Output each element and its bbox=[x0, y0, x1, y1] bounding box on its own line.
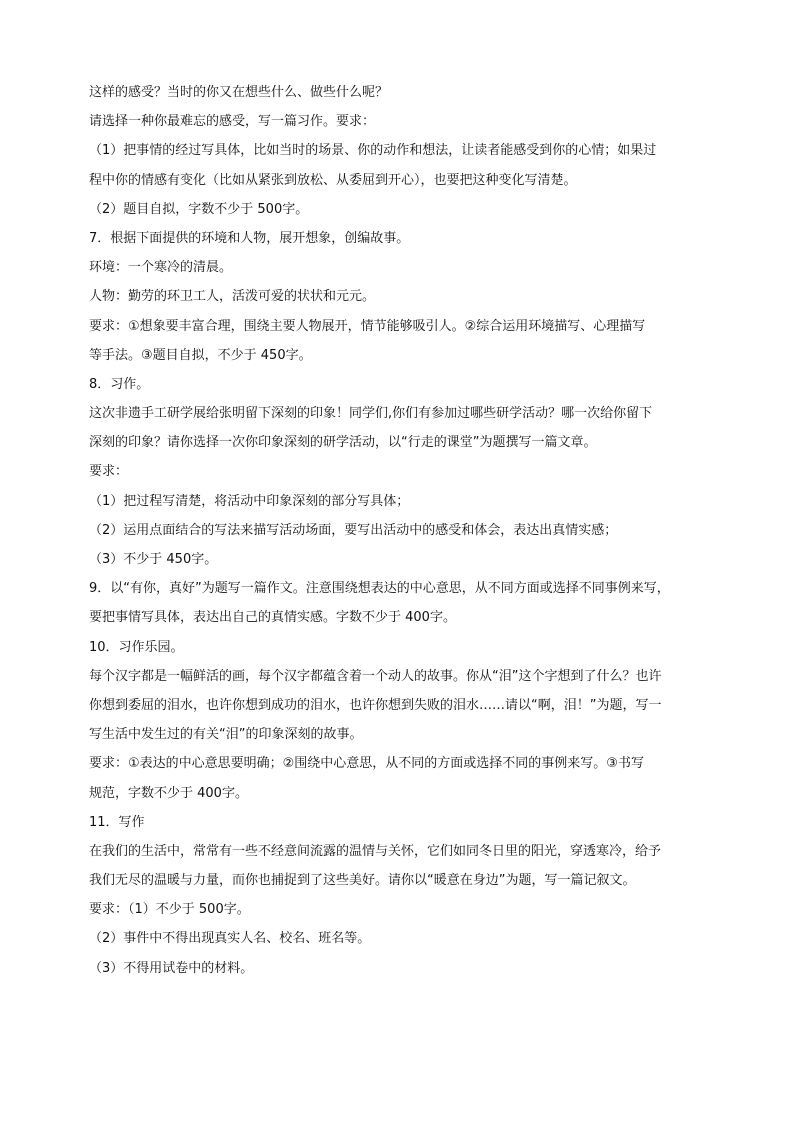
text-line: 请选择一种你最难忘的感受，写一篇习作。要求： bbox=[89, 114, 376, 130]
text-line: 环境：一个寒冷的清晨。 bbox=[89, 260, 233, 276]
question-11-heading: 11．写作 bbox=[89, 814, 145, 830]
text-line: 人物：勤劳的环卫工人，活泼可爱的状状和元元。 bbox=[89, 289, 376, 305]
text-line: （2）事件中不得出现真实人名、校名、班名等。 bbox=[89, 931, 371, 947]
question-7-heading: 7．根据下面提供的环境和人物，展开想象，创编故事。 bbox=[89, 230, 410, 246]
text-line: 要求：①表达的中心意思要明确；②围绕中心意思，从不同的方面或选择不同的事例来写。③书写 bbox=[89, 756, 644, 772]
text-line: 写生活中发生过的有关“泪”的印象深刻的故事。 bbox=[89, 727, 363, 743]
text-line: （3）不少于 450字。 bbox=[89, 552, 218, 567]
text-line: 深刻的印象？请你选择一次你印象深刻的研学活动，以“行走的课堂”为题撰写一篇文章。 bbox=[89, 435, 597, 451]
text-line: （1）把过程写清楚，将活动中印象深刻的部分写具体； bbox=[89, 493, 410, 509]
question-8-heading: 8．习作。 bbox=[89, 376, 150, 392]
text-line: 规范，字数不少于 400字。 bbox=[89, 785, 248, 801]
text-line: 这样的感受？当时的你又在想些什么、做些什么呢？ bbox=[89, 85, 389, 100]
text-line: 你想到委屈的泪水，也许你想到成功的泪水，也许你想到失败的泪水……请以“啊，泪！”为题，写一 bbox=[89, 697, 662, 713]
text-line: 在我们的生活中，常常有一些不经意间流露的温情与关怀，它们如同冬日里的阳光，穿透寒冷，给予 bbox=[89, 843, 662, 859]
text-line: 等手法。③题目自拟，不少于 450字。 bbox=[89, 347, 312, 363]
text-line: 每个汉字都是一幅鲜活的画，每个汉字都蕴含着一个动人的故事。你从“泪”这个字想到了什么？也许 bbox=[89, 668, 662, 684]
text-line: （3）不得用试卷中的材料。 bbox=[89, 960, 254, 976]
text-line: （1）把事情的经过写具体，比如当时的场景、你的动作和想法，让读者能感受到你的心情；如果过 bbox=[89, 143, 657, 159]
text-line: （2）题目自拟，字数不少于 500字。 bbox=[89, 201, 309, 217]
text-line: 要求：①想象要丰富合理，围绕主要人物展开，情节能够吸引人。②综合运用环境描写、心理描写 bbox=[89, 318, 646, 334]
text-line: （2）运用点面结合的写法来描写活动场面，要写出活动中的感受和体会，表达出真情实感； bbox=[89, 522, 618, 538]
text-line: 程中你的情感有变化（比如从紧张到放松、从委屈到开心），也要把这种变化写清楚。 bbox=[89, 172, 577, 188]
text-line: 要求： bbox=[89, 464, 129, 480]
text-line: 这次非遗手工研学展给张明留下深刻的印象！同学们,你们有参加过哪些研学活动？哪一次给你留下 bbox=[89, 406, 653, 422]
text-line: 要求：（1）不少于 500字。 bbox=[89, 902, 250, 918]
document-body bbox=[89, 78, 709, 983]
text-line: 要把事情写具体，表达出自己的真情实感。字数不少于 400字。 bbox=[89, 610, 456, 626]
text-line: 我们无尽的温暖与力量，而你也捕捉到了这些美好。请你以“暖意在身边”为题，写一篇记叙文。 bbox=[89, 873, 636, 889]
question-10-heading: 10．习作乐园。 bbox=[89, 639, 184, 655]
question-9-heading: 9．以“有你，真好”为题写一篇作文。注意围绕想表达的中心意思，从不同方面或选择不同事例来写， bbox=[89, 581, 670, 597]
